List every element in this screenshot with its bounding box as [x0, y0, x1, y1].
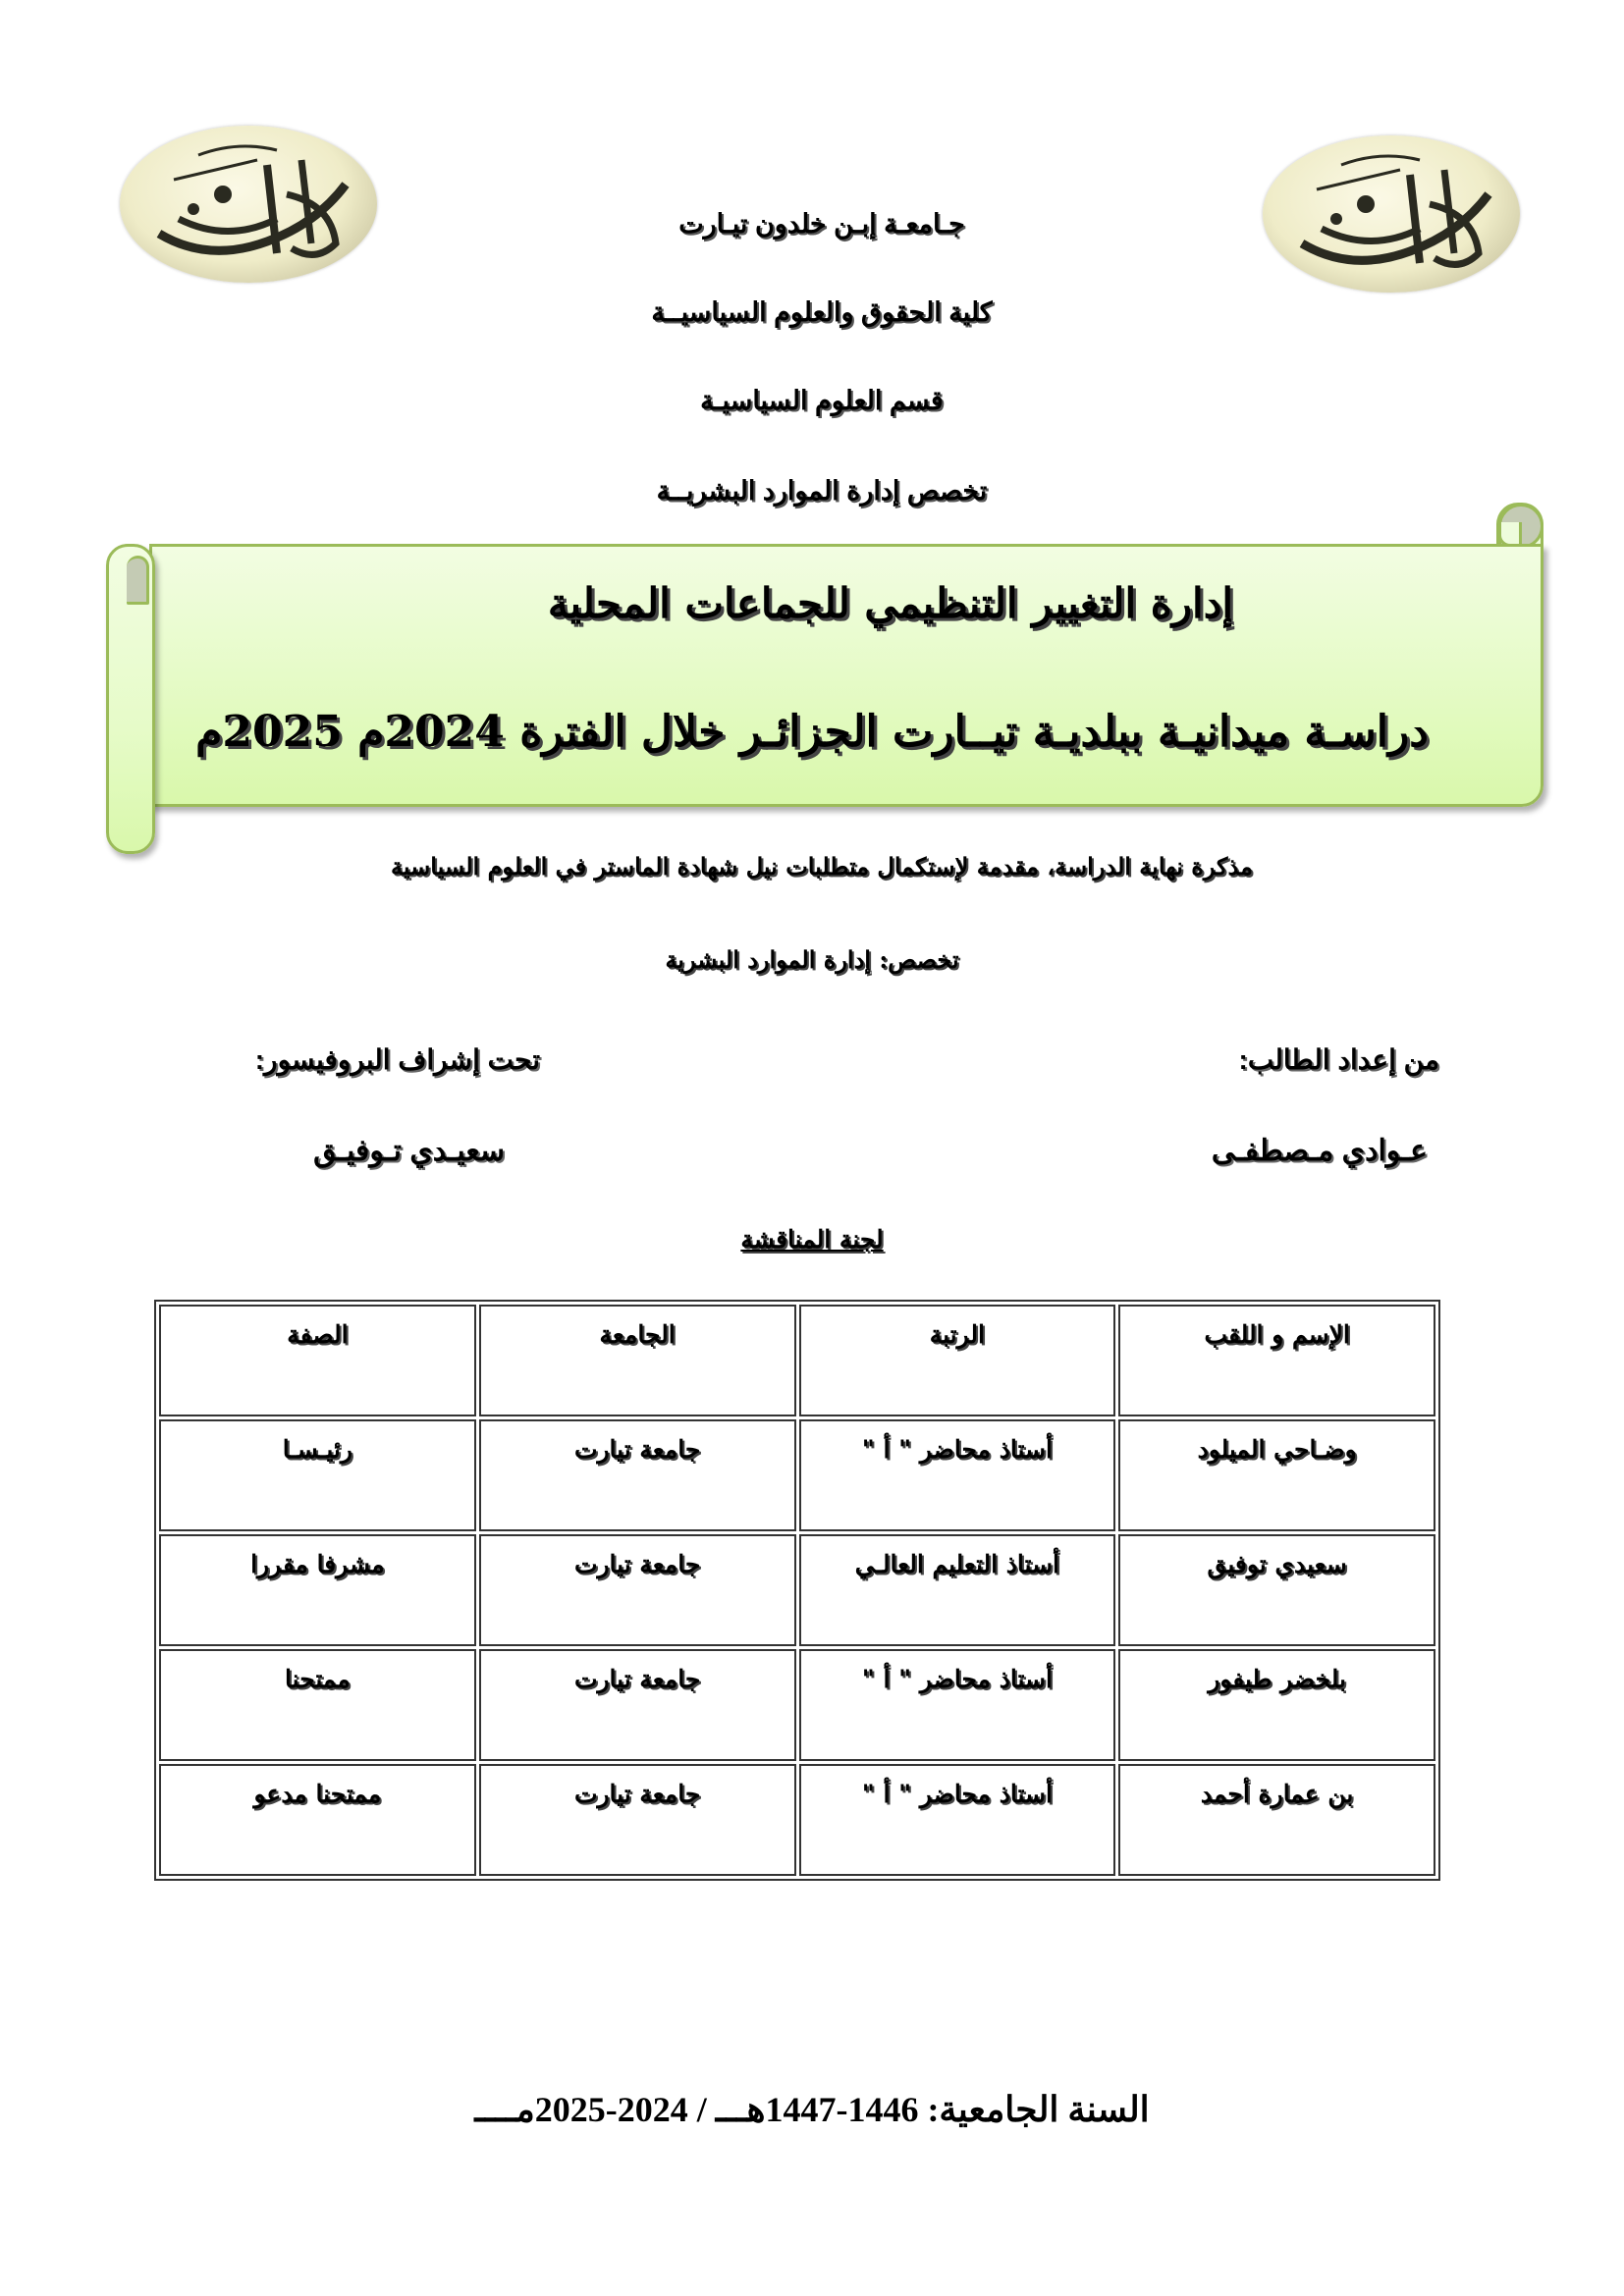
calligraphy-seal-icon — [120, 126, 377, 283]
member-university: جامعة تيارت — [479, 1419, 796, 1531]
thesis-specialization: تخصص: إدارة الموارد البشرية — [665, 945, 959, 974]
table-row — [159, 1534, 1435, 1646]
member-role: ممتحنا مدعو — [159, 1764, 476, 1876]
column-header-rank: الرتبة — [799, 1305, 1116, 1416]
member-role: ممتحنا — [159, 1649, 476, 1761]
student-name: عـوادي مـصطفـى — [1211, 1135, 1428, 1167]
column-header-role: الصفة — [159, 1305, 476, 1416]
member-university: جامعة تيارت — [479, 1649, 796, 1761]
supervisor-label: تحت إشراف البروفيسور: — [254, 1044, 540, 1075]
member-university: جامعة تيارت — [479, 1764, 796, 1876]
committee-table — [154, 1300, 1440, 1881]
thesis-subtitle: دراسـة ميدانيـة ببلديـة تيــارت الجزائـر خلال الفترة 2024م 2025م — [195, 707, 1429, 757]
column-header-name: الإسم و اللقب — [1118, 1305, 1435, 1416]
table-header-row — [159, 1305, 1435, 1416]
faculty-name: كلية الحقوق والعلوم السياسيــة — [651, 297, 993, 327]
column-header-university: الجامعة — [479, 1305, 796, 1416]
supervisor-name: سعيـدي تـوفيـق — [313, 1135, 505, 1167]
member-name: بلخضر طيفور — [1118, 1649, 1435, 1761]
table-row — [159, 1419, 1435, 1531]
thesis-title: إدارة التغيير التنظيمي للجماعات المحلية — [547, 579, 1234, 627]
table-row — [159, 1764, 1435, 1876]
member-role: رئيـسـا — [159, 1419, 476, 1531]
academic-year: السنة الجامعية: 1446-1447هـــ / 2024-2025مــــ — [474, 2090, 1150, 2129]
specialization-header: تخصص إدارة الموارد البشريــة — [656, 476, 988, 506]
member-name: بن عمارة أحمد — [1118, 1764, 1435, 1876]
member-name: سعيدي توفيق — [1118, 1534, 1435, 1646]
member-rank: أستاذ محاضر " أ " — [799, 1419, 1116, 1531]
committee-title: لجنة المناقشة — [740, 1225, 884, 1254]
member-rank: أستاذ التعليم العالـي — [799, 1534, 1116, 1646]
member-rank: أستاذ محاضر " أ " — [799, 1649, 1116, 1761]
member-name: وضـاحي الميلود — [1118, 1419, 1435, 1531]
student-label: من إعداد الطالب: — [1238, 1044, 1439, 1075]
member-role: مشرفا مقررا — [159, 1534, 476, 1646]
member-university: جامعة تيارت — [479, 1534, 796, 1646]
thesis-description: مذكرة نهاية الدراسة، مقدمة لإستكمال متطلبات نيل شهادة الماستر في العلوم السياسية — [391, 852, 1253, 881]
table-row — [159, 1649, 1435, 1761]
left-university-logo — [120, 126, 377, 283]
university-name: جـامعـة إبـن خلدون تيـارت — [678, 209, 965, 239]
department-name: قسم العلوم السياسيـة — [700, 386, 944, 415]
member-rank: أستاذ محاضر " أ " — [799, 1764, 1116, 1876]
